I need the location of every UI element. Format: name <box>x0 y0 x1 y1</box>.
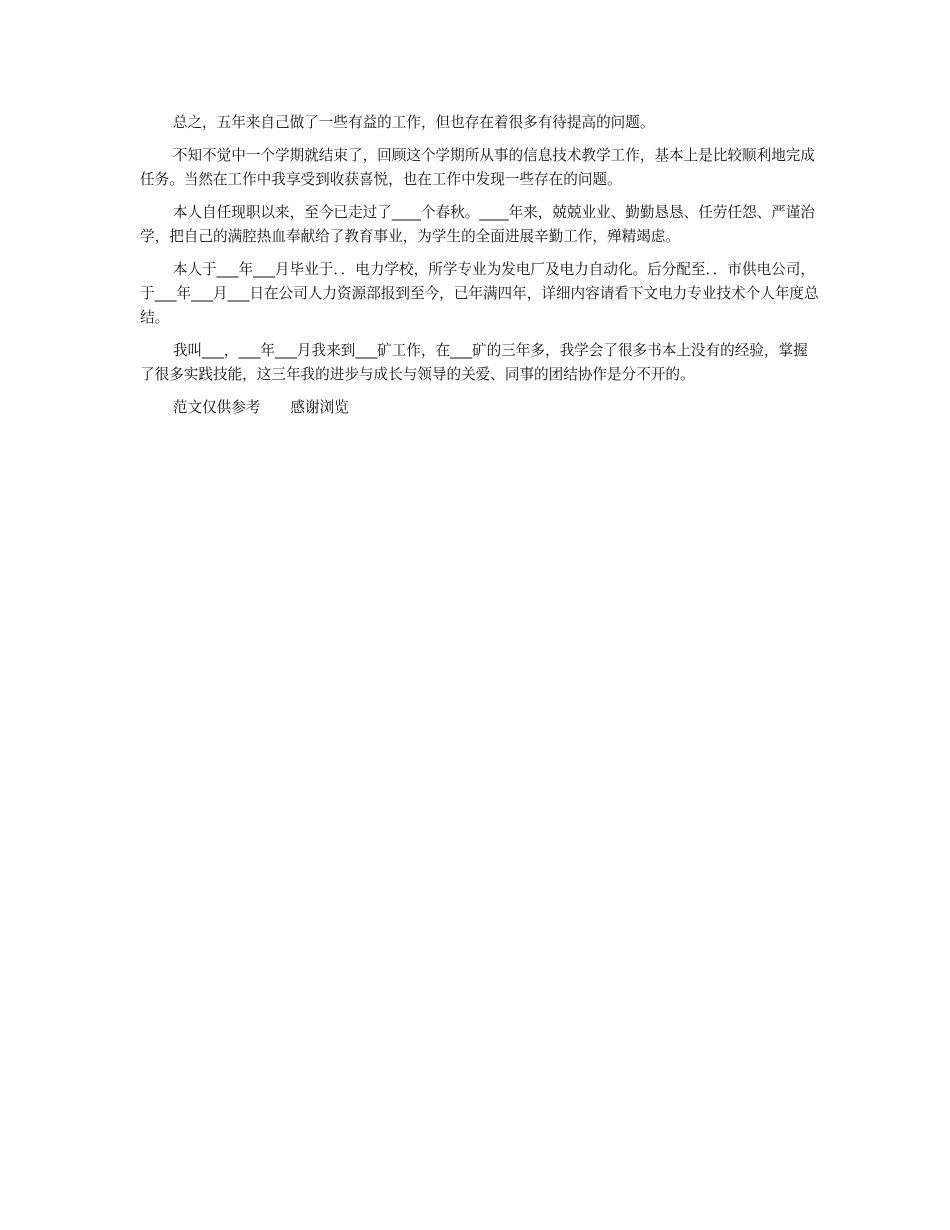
paragraph-teaching-career: 本人自任现职以来，至今已走过了____个春秋。____年来，兢兢业业、勤勤恳恳、任劳任怨、严谨治学，把自己的满腔热血奉献给了教育事业，为学生的全面进展辛勤工作，殚精竭虑。 <box>140 204 815 245</box>
document-footer <box>140 396 820 420</box>
footer-thanks-note: 感谢浏览 <box>290 399 349 416</box>
paragraph-mine-work: 我叫___，___年___月我来到___矿工作，在___矿的三年多，我学会了很多书本上没有的经验，掌握了很多实践技能，这三年我的进步与成长与领导的关爱、同事的团结协作是分不开的。 <box>140 342 808 383</box>
paragraph-summary: 总之，五年来自己做了一些有益的工作，但也存在着很多有待提高的问题。 <box>172 114 655 131</box>
document-body <box>140 111 820 420</box>
paragraph-power-company: 本人于___年___月毕业于．．电力学校，所学专业为发电厂及电力自动化。后分配至．．市供电公司，于___年___月___日在公司人力资源部报到至今，已年满四年，详细内容请看下文电力专业技术个人年度总结。 <box>140 261 819 326</box>
footer-reference-note: 范文仅供参考 <box>172 399 261 416</box>
paragraph-semester-review: 不知不觉中一个学期就结束了，回顾这个学期所从事的信息技术教学工作，基本上是比较顺利地完成任务。当然在工作中我享受到收获喜悦，也在工作中发现一些存在的问题。 <box>140 147 815 188</box>
